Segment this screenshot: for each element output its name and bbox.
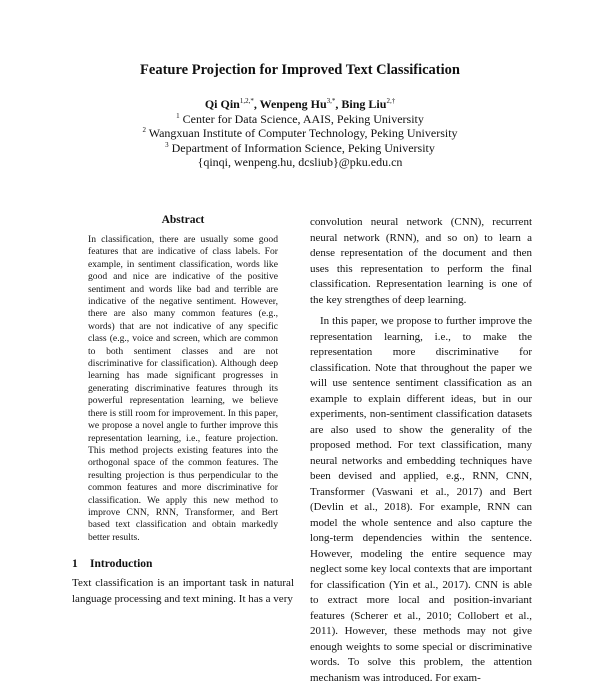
right-column: [310, 215, 532, 686]
affiliation: [0, 126, 600, 141]
section-heading: [72, 558, 294, 570]
author-superscript: 3,*: [326, 97, 336, 105]
affiliation-text: Center for Data Science, AAIS, Peking University: [182, 111, 424, 126]
affiliation-text: Wangxuan Institute of Computer Technology, Peking University: [148, 126, 458, 141]
affiliation: [0, 112, 600, 127]
author-email: {qinqi, wenpeng.hu, dcsliub}@pku.edu.cn: [197, 155, 403, 170]
affiliation-text: Department of Information Science, Peking University: [171, 140, 435, 155]
section-title: Introduction: [90, 558, 153, 571]
left-column: [72, 214, 294, 607]
author-separator: ,: [335, 97, 342, 111]
author-name: Bing Liu: [341, 97, 387, 111]
section-number: 1: [72, 558, 78, 571]
intro-paragraph: Text classification is an important task in natural language processing and text mining. It has a very: [72, 577, 294, 605]
affiliation-superscript: 3: [165, 140, 169, 149]
author-superscript: 1,2,*: [239, 97, 254, 105]
author-separator: ,: [253, 97, 260, 111]
abstract-heading: Abstract: [161, 214, 205, 226]
body-paragraph: In this paper, we propose to further improve the representation learning, i.e., to make the representation more discriminative for classification. Note that throughout the paper we will use sentence sentiment classification as an example to explain different ideas, but in our experiments, non-sentiment classification datasets are also used to show the generality of the proposed method. For text classification, many neural networks and embedding techniques have been devised and applied, e.g., RNN, CNN, Transformer (Vaswani et al., 2017) and Bert (Devlin et al., 2018). For example, RNN can model the whole sentence and also capture the long-term dependencies within the sentence. However, modeling the entire sequence may neglect some key local contexts that are important for classification (Yin et al., 2017). CNN is able to extract more local and position-invariant features (Scherer et al., 2010; Collobert et al., 2011). However, these methods may not give enough weights to some special or discriminative words. To solve this problem, the attention mechanism was introduced. For exam-: [310, 315, 532, 684]
author-block: [0, 97, 600, 170]
body-paragraph: convolution neural network (CNN), recurrent neural network (RNN), and so on) to learn a dense representation of the document and then uses this representation to perform the final classification. Representation learning is one of the key strengthes of deep learning.: [310, 216, 532, 306]
affiliation-superscript: 2: [142, 126, 146, 135]
author-name: Wenpeng Hu: [259, 97, 327, 111]
author-name: Qi Qin: [204, 97, 240, 111]
abstract-text: In classification, there are usually some good features that are indicative of class labels. For example, in sentiment classification, words like good and nice are indicative of the positive sentiment and words like bad and terrible are indicative of the negative sentiment. However, there are also many common features (e.g., words) that are not indicative of any specific class (e.g., voice and screen, which are common to both sentiment classes and are not discriminative for classification). Although deep learning has made significant progresses in generating discriminative features through its powerful representation learning, we believe there is still room for improvement. In this paper, we propose a novel angle to further improve this representation learning, i.e., feature projection. This method projects existing features into the orthogonal space of the common features. The resulting projection is thus perpendicular to the common features and more discriminative for classification. We apply this new method to improve CNN, RNN, Transformer, and Bert based text classification and obtain markedly better results.: [88, 234, 278, 543]
author-names: [0, 97, 600, 112]
paper-title: Feature Projection for Improved Text Classification: [140, 62, 460, 78]
affiliation: [0, 141, 600, 156]
author-superscript: 2,†: [386, 97, 396, 105]
affiliation-superscript: 1: [176, 111, 180, 120]
